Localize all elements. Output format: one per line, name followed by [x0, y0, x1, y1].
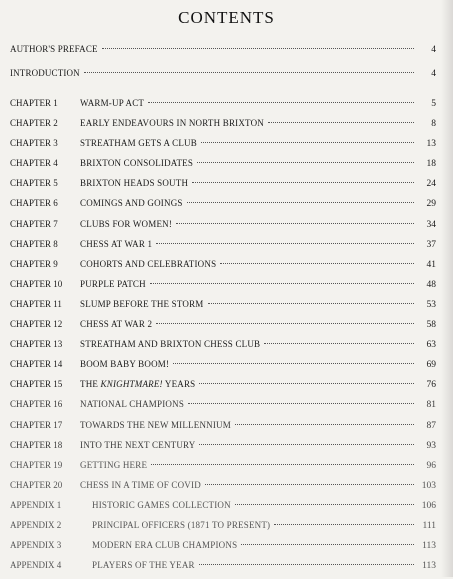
- dot-leader: [220, 263, 414, 264]
- chapter-number: CHAPTER 14: [10, 359, 63, 370]
- entry-page-number: 96: [426, 460, 436, 471]
- chapter-number: CHAPTER 18: [10, 439, 63, 450]
- chapter-title: BRIXTON HEADS SOUTH: [80, 178, 189, 189]
- toc-entry-chapter-14[interactable]: [10, 358, 436, 378]
- entry-page-number: 113: [422, 541, 436, 552]
- chapter-number: CHAPTER 2: [10, 118, 58, 129]
- entry-page-number: 34: [426, 219, 436, 230]
- toc-entry-chapter-4[interactable]: [10, 157, 436, 177]
- chapter-title-post: YEARS: [162, 379, 196, 390]
- chapter-title: SLUMP BEFORE THE STORM: [80, 298, 204, 309]
- toc-entry-chapter-12[interactable]: [10, 318, 436, 338]
- page-edge-shadow: [441, 0, 453, 577]
- chapter-number: CHAPTER 11: [10, 298, 62, 309]
- toc-entry-chapter-17[interactable]: [10, 419, 436, 439]
- chapter-title: CHESS IN A TIME OF COVID: [80, 479, 201, 490]
- dot-leader: [264, 343, 414, 344]
- toc-entry-chapter-16[interactable]: [10, 398, 436, 418]
- dot-leader: [192, 182, 414, 183]
- chapter-number: CHAPTER 7: [10, 218, 58, 229]
- entry-page-number: 63: [426, 340, 436, 351]
- chapter-title: STREATHAM GETS A CLUB: [80, 138, 197, 149]
- toc-entry-chapter-18[interactable]: [10, 439, 436, 459]
- toc-entry-chapter-13[interactable]: [10, 338, 436, 358]
- dot-leader: [205, 484, 414, 485]
- chapter-title: CHESS AT WAR 1: [80, 238, 153, 249]
- toc-entry-chapter-7[interactable]: [10, 218, 436, 238]
- entry-page-number: 81: [426, 400, 436, 411]
- entry-page-number: 29: [426, 199, 436, 210]
- toc-entry-chapter-3[interactable]: [10, 137, 436, 157]
- table-of-contents: [10, 43, 436, 579]
- dot-leader: [148, 102, 414, 103]
- chapter-number: CHAPTER 6: [10, 198, 58, 209]
- toc-entry-appendix-4[interactable]: [10, 559, 436, 579]
- chapter-number: CHAPTER 20: [10, 479, 63, 490]
- chapter-title: NATIONAL CHAMPIONS: [80, 399, 185, 410]
- chapter-number: CHAPTER 16: [10, 399, 63, 410]
- dot-leader: [151, 464, 414, 465]
- entry-label: INTRODUCTION: [10, 67, 80, 78]
- chapter-title: EARLY ENDEAVOURS IN NORTH BRIXTON: [80, 118, 264, 129]
- chapter-title: GETTING HERE: [80, 459, 148, 470]
- entry-page-number: 48: [426, 279, 436, 290]
- toc-entry-introduction[interactable]: [10, 67, 436, 98]
- appendix-title: PLAYERS OF THE YEAR: [92, 560, 195, 571]
- toc-entry-chapter-10[interactable]: [10, 278, 436, 298]
- entry-page-number: 24: [426, 179, 436, 190]
- appendix-title: HISTORIC GAMES COLLECTION: [92, 499, 231, 510]
- entry-page-number: 13: [426, 139, 436, 150]
- entry-page-number: 113: [422, 561, 436, 572]
- chapter-number: CHAPTER 15: [10, 379, 63, 390]
- chapter-number: CHAPTER 3: [10, 138, 58, 149]
- chapter-number: CHAPTER 12: [10, 319, 63, 330]
- entry-page-number: 18: [426, 159, 436, 170]
- entry-page-number: 53: [426, 299, 436, 310]
- dot-leader: [156, 243, 414, 244]
- entry-label: AUTHOR'S PREFACE: [10, 44, 98, 54]
- chapter-title: COMINGS AND GOINGS: [80, 198, 183, 209]
- entry-page-number: 93: [426, 440, 436, 451]
- toc-entry-chapter-20[interactable]: [10, 479, 436, 499]
- dot-leader: [187, 202, 414, 203]
- dot-leader: [156, 323, 414, 324]
- chapter-number: CHAPTER 4: [10, 158, 58, 169]
- dot-leader: [173, 363, 414, 364]
- chapter-title: PURPLE PATCH: [80, 278, 146, 289]
- toc-entry-authors-preface[interactable]: [10, 43, 436, 67]
- chapter-number: CHAPTER 17: [10, 419, 63, 430]
- entry-page-number: 69: [426, 360, 436, 371]
- chapter-title: BRIXTON CONSOLIDATES: [80, 158, 194, 169]
- toc-entry-appendix-1[interactable]: [10, 499, 436, 519]
- entry-page-number: 111: [422, 520, 436, 531]
- chapter-title: WARM-UP ACT: [80, 98, 145, 108]
- toc-entry-chapter-9[interactable]: [10, 258, 436, 278]
- chapter-title: CLUBS FOR WOMEN!: [80, 218, 173, 229]
- entry-page-number: 106: [421, 500, 436, 511]
- page-title: CONTENTS: [178, 8, 275, 27]
- dot-leader: [199, 383, 414, 384]
- dot-leader: [199, 444, 414, 445]
- chapter-title: CHESS AT WAR 2: [80, 319, 153, 330]
- dot-leader: [150, 283, 414, 284]
- entry-page-number: 87: [426, 420, 436, 431]
- chapter-number: CHAPTER 1: [10, 98, 58, 108]
- dot-leader: [268, 122, 414, 123]
- entry-page-number: 103: [421, 480, 436, 491]
- entry-page-number: 41: [426, 259, 436, 270]
- toc-entry-chapter-8[interactable]: [10, 238, 436, 258]
- chapter-title-pre: THE: [80, 379, 101, 390]
- entry-page-number: 8: [431, 119, 436, 130]
- dot-leader: [197, 162, 414, 163]
- appendix-number: APPENDIX 1: [10, 499, 62, 510]
- dot-leader: [201, 142, 414, 143]
- chapter-number: CHAPTER 19: [10, 459, 63, 470]
- chapter-title: STREATHAM AND BRIXTON CHESS CLUB: [80, 339, 261, 350]
- dot-leader: [241, 544, 414, 545]
- chapter-number: CHAPTER 13: [10, 339, 63, 350]
- appendix-number: APPENDIX 4: [10, 560, 62, 571]
- toc-entry-appendix-3[interactable]: [10, 539, 436, 559]
- toc-entry-chapter-11[interactable]: [10, 298, 436, 318]
- chapter-number: CHAPTER 9: [10, 258, 58, 269]
- chapter-title-italic: KNIGHTMARE!: [100, 379, 163, 390]
- toc-entry-appendix-2[interactable]: [10, 519, 436, 539]
- entry-page-number: 76: [426, 380, 436, 391]
- appendix-title: PRINCIPAL OFFICERS (1871 TO PRESENT): [92, 519, 271, 530]
- dot-leader: [208, 303, 414, 304]
- appendix-number: APPENDIX 2: [10, 519, 62, 530]
- dot-leader: [102, 48, 414, 49]
- entry-page-number: 37: [426, 239, 436, 250]
- entry-page-number: 5: [431, 99, 436, 109]
- chapter-number: CHAPTER 8: [10, 238, 58, 249]
- chapter-title: TOWARDS THE NEW MILLENNIUM: [80, 419, 231, 430]
- entry-page-number: 58: [426, 320, 436, 331]
- dot-leader: [176, 223, 414, 224]
- toc-entry-chapter-5[interactable]: [10, 177, 436, 197]
- appendix-number: APPENDIX 3: [10, 540, 62, 551]
- dot-leader: [84, 72, 414, 73]
- dot-leader: [235, 504, 414, 505]
- toc-entry-chapter-6[interactable]: [10, 197, 436, 217]
- entry-page-number: 4: [431, 68, 436, 79]
- toc-entry-chapter-19[interactable]: [10, 459, 436, 479]
- chapter-number: CHAPTER 5: [10, 178, 58, 189]
- toc-entry-chapter-15[interactable]: [10, 378, 436, 398]
- chapter-title: BOOM BABY BOOM!: [80, 359, 170, 370]
- dot-leader: [188, 403, 414, 404]
- toc-entry-chapter-2[interactable]: [10, 117, 436, 137]
- appendix-title: MODERN ERA CLUB CHAMPIONS: [92, 540, 238, 551]
- toc-entry-chapter-1[interactable]: [10, 97, 436, 117]
- chapter-number: CHAPTER 10: [10, 278, 63, 289]
- chapter-title: [80, 378, 195, 390]
- dot-leader: [274, 524, 414, 525]
- dot-leader: [235, 424, 414, 425]
- chapter-title: COHORTS AND CELEBRATIONS: [80, 258, 217, 269]
- chapter-title: INTO THE NEXT CENTURY: [80, 439, 196, 450]
- entry-page-number: 4: [431, 45, 436, 55]
- dot-leader: [199, 564, 414, 565]
